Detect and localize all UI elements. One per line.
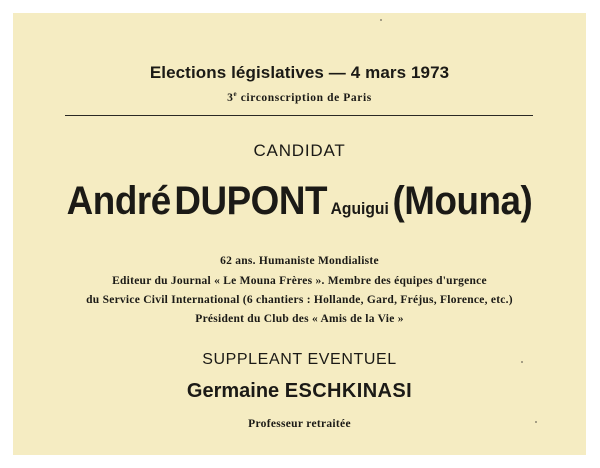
paper-speck <box>380 19 382 21</box>
substitute-label: SUPPLEANT EVENTUEL <box>202 351 397 368</box>
candidate-last-name: DUPONT <box>174 179 327 223</box>
candidate-bio-line: Editeur du Journal « Le Mouna Frères ». Membre des équipes d'urgence <box>112 275 487 287</box>
election-title: Elections législatives — 4 mars 1973 <box>149 63 450 82</box>
candidate-name <box>36 179 563 224</box>
election-leaflet <box>13 13 586 455</box>
candidate-nickname: (Mouna) <box>392 179 533 223</box>
candidate-first-name: André <box>66 179 171 223</box>
circonscription-line <box>13 90 586 104</box>
candidate-label: CANDIDAT <box>253 141 346 160</box>
candidate-bio-line: 62 ans. Humaniste Mondialiste <box>220 255 379 267</box>
substitute-title: Professeur retraitée <box>248 418 351 430</box>
substitute-last-name: ESCHKINASI <box>284 380 413 402</box>
candidate-bio-line: Président du Club des « Amis de la Vie » <box>195 313 404 325</box>
circonscription-number: 3 <box>227 91 234 104</box>
circonscription-suffix: e <box>233 90 238 98</box>
candidate-alias: Aguigui <box>330 199 389 218</box>
circonscription-text: circonscription de Paris <box>237 91 372 104</box>
paper-speck <box>535 421 537 423</box>
paper-speck <box>521 361 523 363</box>
substitute-first-name: Germaine <box>186 380 280 402</box>
substitute-name <box>13 380 586 403</box>
header-divider <box>65 115 533 116</box>
candidate-bio-line: du Service Civil International (6 chantiers : Hollande, Gard, Fréjus, Florence, etc.) <box>86 294 513 306</box>
